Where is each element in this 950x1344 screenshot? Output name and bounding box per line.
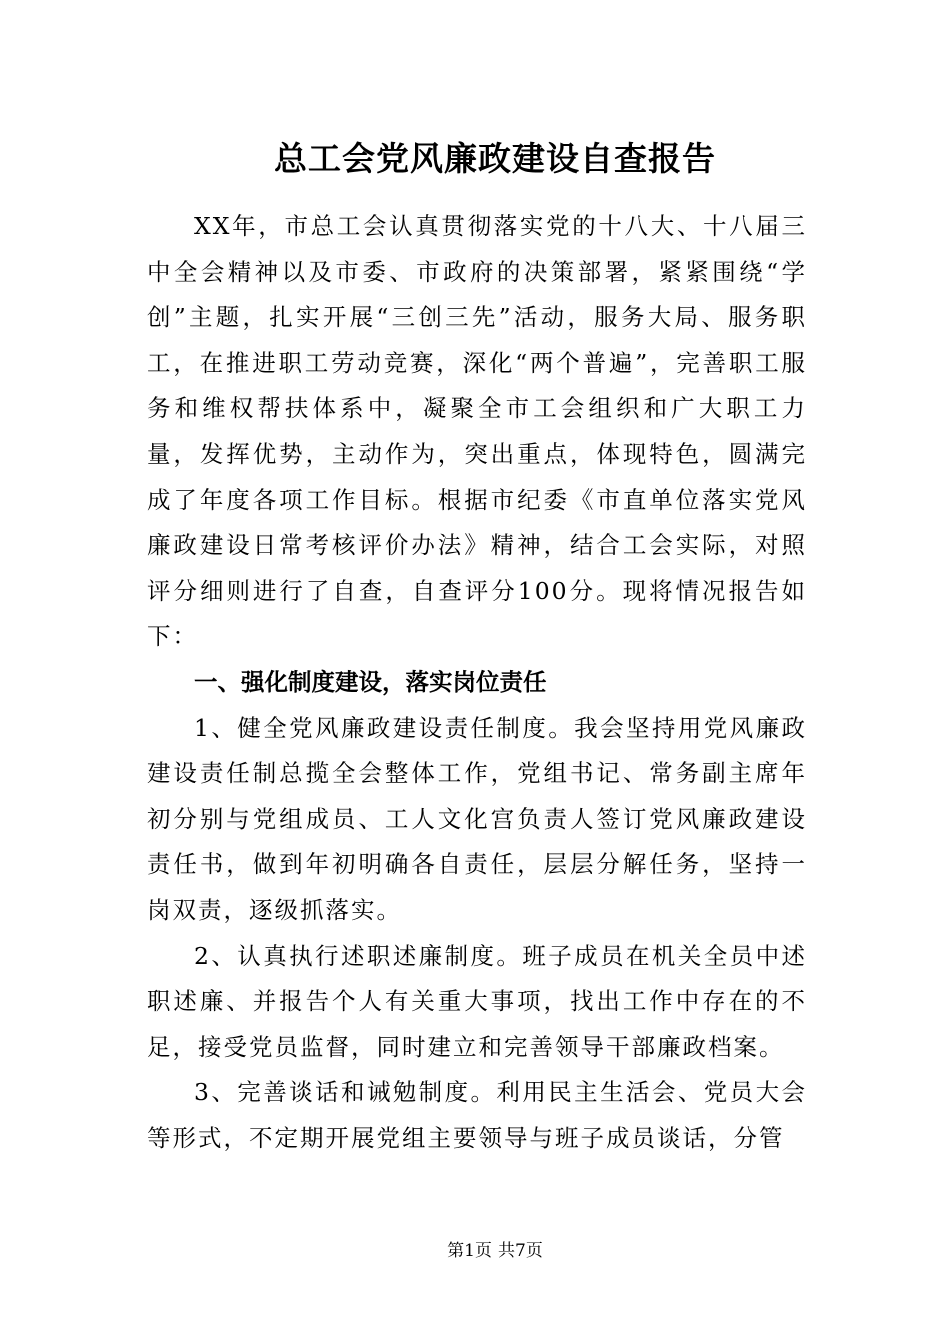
page-footer xyxy=(0,1239,950,1263)
document-body xyxy=(147,204,807,1161)
section-heading: 一、强化制度建设，落实岗位责任 xyxy=(194,667,547,696)
intro-paragraph: XX年，市总工会认真贯彻落实党的十八大、十八届三中全会精神以及市委、市政府的决策部署，紧紧围绕“学创”主题，扎实开展“三创三先”活动，服务大局、服务职工，在推进职工劳动竞赛，深化“两个普遍”，完善职工服务和维权帮扶体系中，凝聚全市工会组织和广大职工力量，发挥优势，主动作为，突出重点，体现特色，圆满完成了年度各项工作目标。根据市纪委《市直单位落实党风廉政建设日常考核评价办法》精神，结合工会实际，对照评分细则进行了自查，自查评分100分。现将情况报告如下： xyxy=(147,212,807,651)
page-number: 第1页 xyxy=(447,1241,492,1261)
page-total: 共7页 xyxy=(498,1241,543,1261)
document-title: 总工会党风廉政建设自查报告 xyxy=(274,139,716,178)
item-paragraph-2: 2、认真执行述职述廉制度。班子成员在机关全员中述职述廉、并报告个人有关重大事项，找出工作中存在的不足，接受党员监督，同时建立和完善领导干部廉政档案。 xyxy=(147,941,807,1061)
item-paragraph-3: 3、完善谈话和诫勉制度。利用民主生活会、党员大会等形式，不定期开展党组主要领导与班子成员谈话，分管 xyxy=(147,1078,807,1152)
item-paragraph-1: 1、健全党风廉政建设责任制度。我会坚持用党风廉政建设责任制总揽全会整体工作，党组书记、常务副主席年初分别与党组成员、工人文化宫负责人签订党风廉政建设责任书，做到年初明确各自责任，层层分解任务，坚持一岗双责，逐级抓落实。 xyxy=(147,713,807,924)
